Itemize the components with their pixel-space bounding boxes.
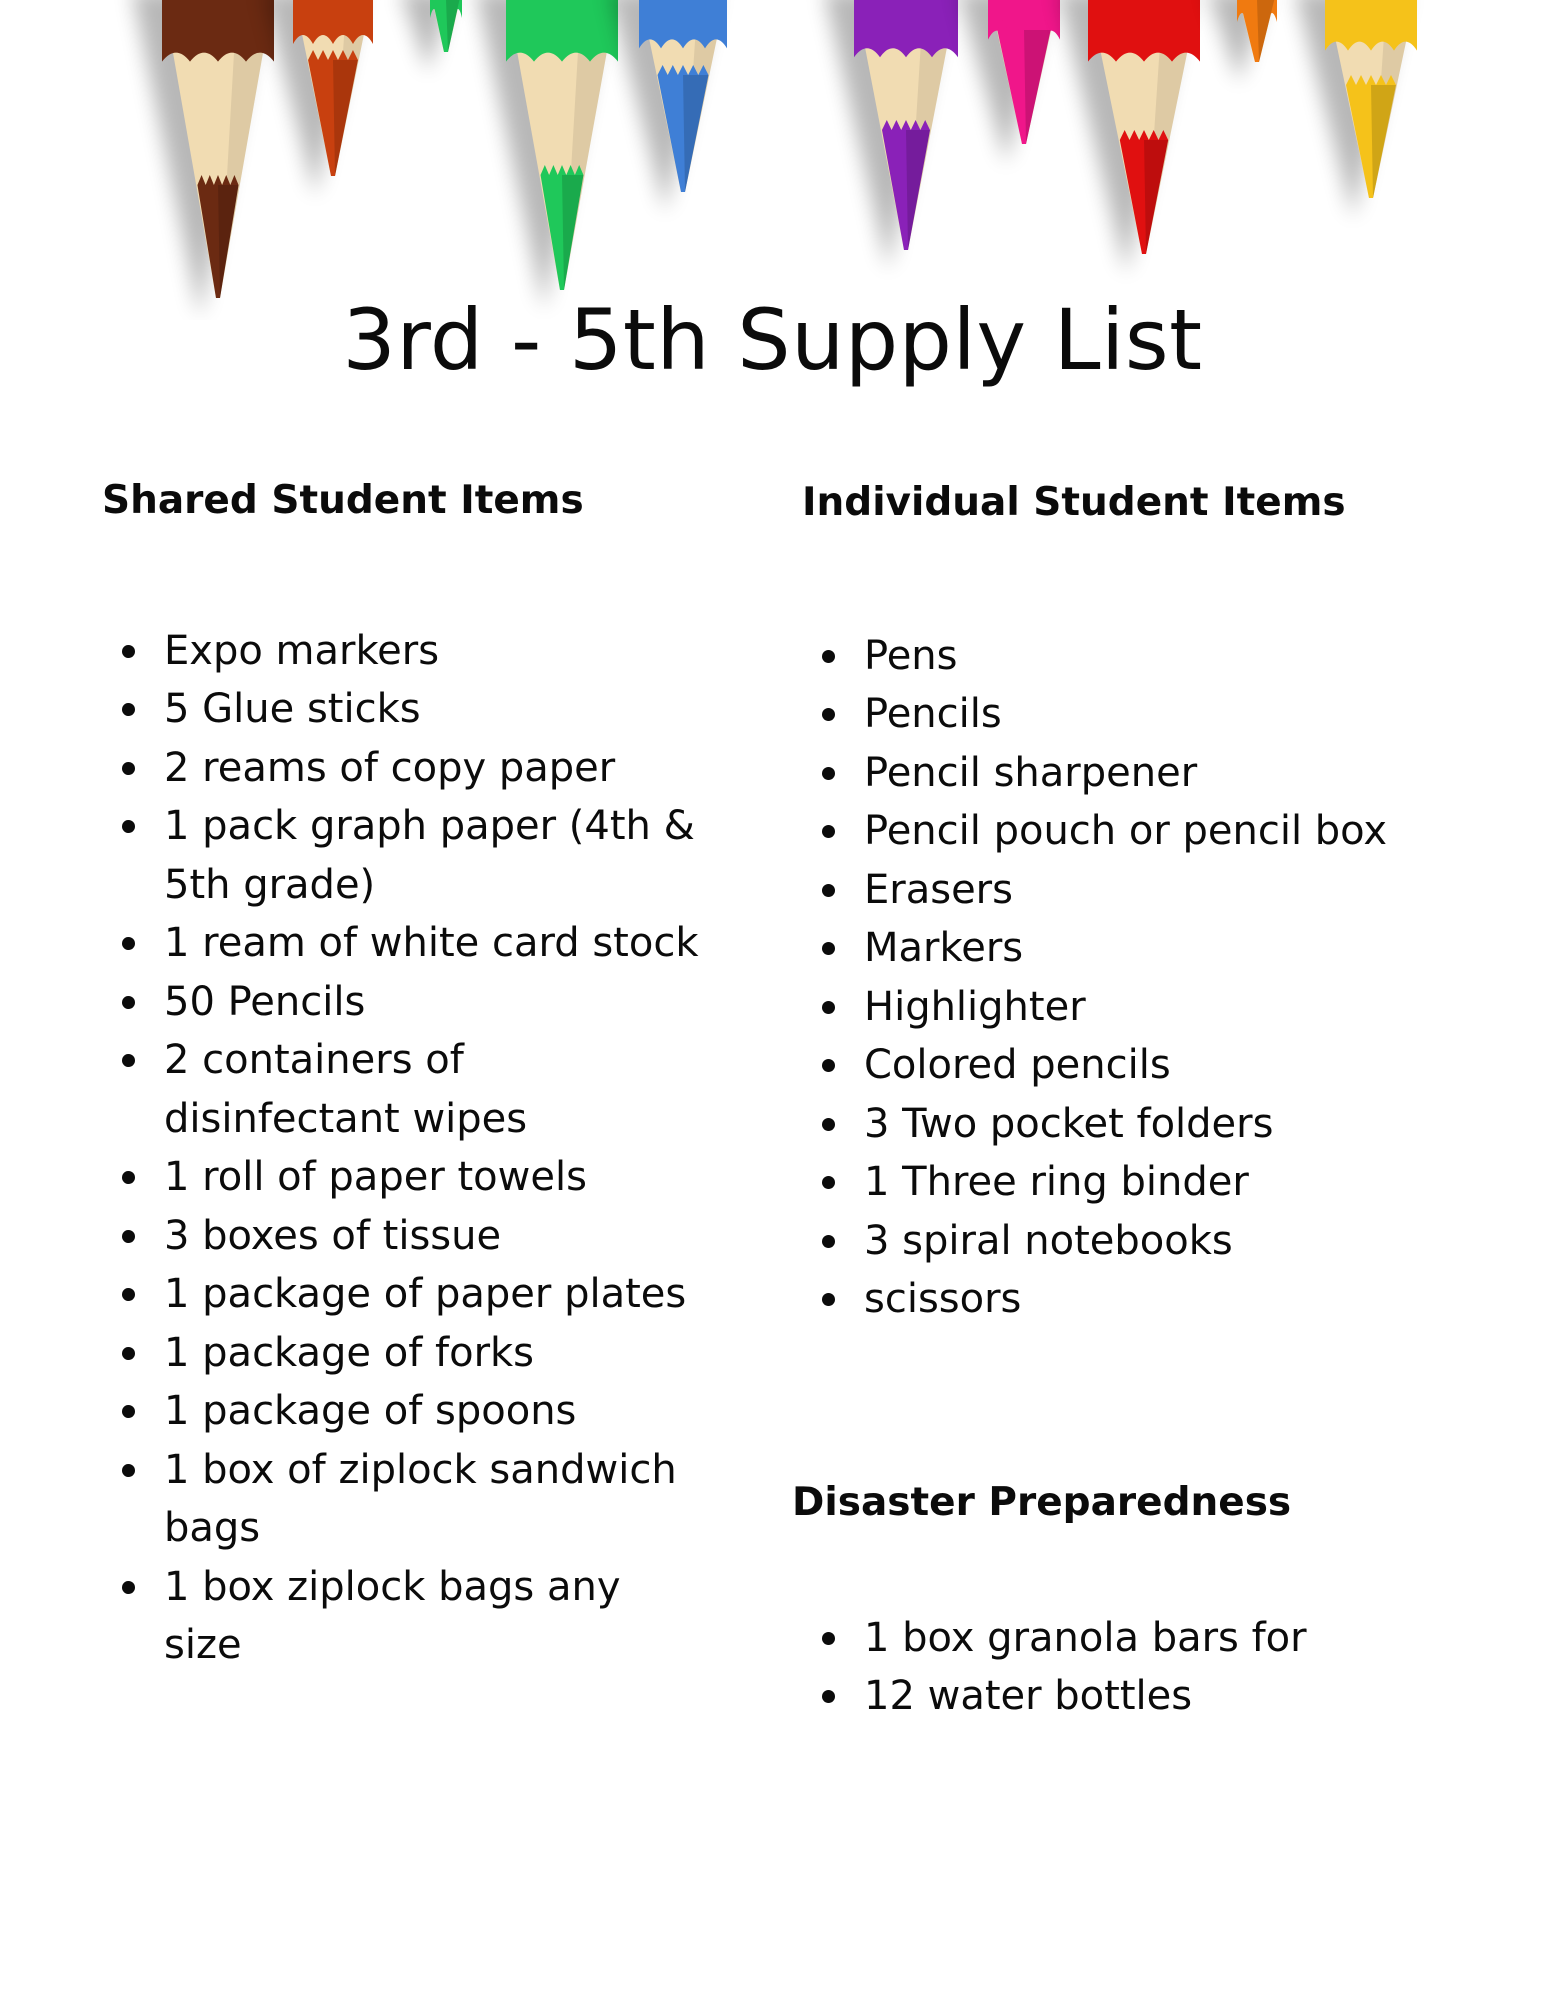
list-item: 1 box granola bars for <box>802 1609 1472 1668</box>
shared-items-heading: Shared Student Items <box>102 478 584 523</box>
list-item: 1 Three ring binder <box>802 1153 1482 1212</box>
list-item: 1 pack graph paper (4th & 5th grade) <box>102 797 702 914</box>
list-item: 1 roll of paper towels <box>102 1148 702 1207</box>
list-item: 3 boxes of tissue <box>102 1207 702 1266</box>
pencil-brown-icon <box>132 0 274 318</box>
list-item: 1 box ziplock bags any size <box>102 1558 702 1675</box>
individual-items-heading: Individual Student Items <box>802 480 1346 525</box>
pencil-amber-icon <box>1207 0 1277 82</box>
colored-pencils-banner <box>0 0 1545 320</box>
list-item: 1 ream of white card stock <box>102 914 702 973</box>
list-item: Expo markers <box>102 622 702 681</box>
list-item: Markers <box>802 919 1482 978</box>
disaster-preparedness-section <box>792 1480 1472 1726</box>
individual-items-section <box>802 480 1482 1329</box>
list-item: Colored pencils <box>802 1036 1482 1095</box>
list-item: 1 package of spoons <box>102 1382 702 1441</box>
pencil-green-icon <box>476 0 618 310</box>
list-item: Pencil pouch or pencil box <box>802 802 1482 861</box>
disaster-preparedness-heading: Disaster Preparedness <box>792 1480 1292 1525</box>
list-item: 2 reams of copy paper <box>102 739 702 798</box>
list-item: 12 water bottles <box>802 1667 1472 1726</box>
list-item: Highlighter <box>802 978 1482 1037</box>
list-item: 3 spiral notebooks <box>802 1212 1482 1271</box>
page-title: 3rd - 5th Supply List <box>342 291 1203 389</box>
list-item: Pencil sharpener <box>802 744 1482 803</box>
list-item: 50 Pencils <box>102 973 702 1032</box>
pencil-pink-icon <box>958 0 1060 164</box>
pencil-blue-icon <box>609 0 727 212</box>
list-item: scissors <box>802 1270 1482 1329</box>
list-item: Pencils <box>802 685 1482 744</box>
pencil-green-small-icon <box>400 0 462 72</box>
shared-items-section <box>102 478 702 1675</box>
list-item: 5 Glue sticks <box>102 680 702 739</box>
pencil-orange-icon <box>263 0 373 196</box>
pencil-red-icon <box>1058 0 1200 274</box>
list-item: 1 package of paper plates <box>102 1265 702 1324</box>
pencil-purple-icon <box>824 0 958 270</box>
list-item: 1 package of forks <box>102 1324 702 1383</box>
pencil-yellow-icon <box>1295 0 1417 218</box>
shared-items-list <box>102 622 702 1675</box>
disaster-items-list <box>802 1609 1472 1726</box>
individual-items-list <box>802 627 1482 1329</box>
list-item: 1 box of ziplock sandwich bags <box>102 1441 702 1558</box>
list-item: 3 Two pocket folders <box>802 1095 1482 1154</box>
list-item: Pens <box>802 627 1482 686</box>
list-item: Erasers <box>802 861 1482 920</box>
list-item: 2 containers of disinfectant wipes <box>102 1031 702 1148</box>
